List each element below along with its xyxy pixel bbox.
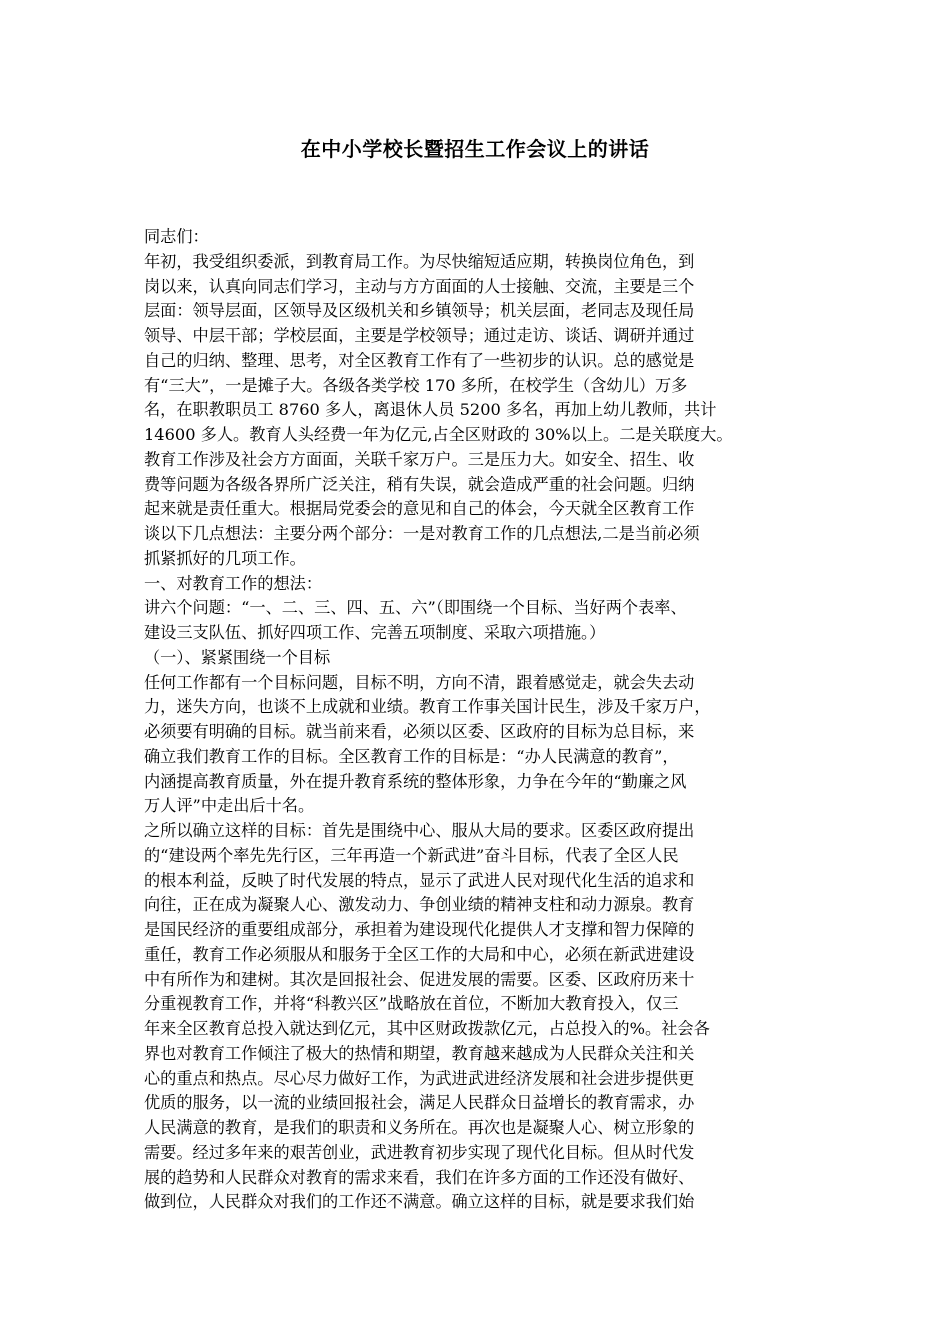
- body-line: 同志们：: [144, 227, 209, 246]
- body-line: 的“建设两个率先先行区，三年再造一个新武进”奋斗目标，代表了全区人民: [144, 845, 679, 865]
- body-line: 之所以确立这样的目标：首先是围绕中心、服从大局的要求。区委区政府提出: [144, 821, 695, 840]
- body-line: 向往，正在成为凝聚人心、激发动力、争创业绩的精神支柱和动力源泉。教育: [144, 895, 695, 915]
- body-line: 有“三大”，一是摊子大。各级各类学校 170 多所，在校学生（含幼儿）万多: [144, 375, 688, 395]
- body-line: 年初，我受组织委派，到教育局工作。为尽快缩短适应期，转换岗位角色，到: [144, 251, 695, 271]
- body-line: 万人评”中走出后十名。: [144, 796, 315, 816]
- body-line: 做到位，人民群众对我们的工作还不满意。确立这样的目标，就是要求我们始: [144, 1192, 695, 1212]
- body-line: 确立我们教育工作的目标。全区教育工作的目标是：“办人民满意的教育”，: [144, 746, 679, 766]
- document-body: [144, 225, 824, 1215]
- body-line: 14600 多人。教育人头经费一年为亿元,占全区财政的 30%以上。二是关联度大。: [144, 425, 733, 444]
- body-line: 一、对教育工作的想法：: [144, 573, 323, 593]
- body-line: （一）、紧紧围绕一个目标: [144, 647, 331, 667]
- body-line: 教育工作涉及社会方方面面，关联千家万户。三是压力大。如安全、招生、收: [144, 449, 695, 469]
- body-line: 讲六个问题：“一、二、三、四、五、六”（即围绕一个目标、当好两个表率、: [144, 598, 687, 618]
- body-line: 中有所作为和建树。其次是回报社会、促进发展的需要。区委、区政府历来十: [144, 969, 695, 989]
- body-line: 必须要有明确的目标。就当前来看，必须以区委、区政府的目标为总目标，来: [144, 722, 695, 741]
- body-line: 重任，教育工作必须服从和服务于全区工作的大局和中心，必须在新武进建设: [144, 944, 695, 964]
- body-line: 优质的服务，以一流的业绩回报社会，满足人民群众日益增长的教育需求，办: [144, 1093, 695, 1113]
- body-line: 心的重点和热点。尽心尽力做好工作，为武进武进经济发展和社会进步提供更: [144, 1068, 695, 1088]
- body-line: 名，在职教职员工 8760 多人，离退休人员 5200 多名，再加上幼儿教师，共计: [144, 400, 717, 420]
- body-line: 力，迷失方向，也谈不上成就和业绩。教育工作事关国计民生，涉及千家万户，: [144, 697, 711, 717]
- document-title: 在中小学校长暨招生工作会议上的讲话: [300, 137, 650, 161]
- body-line: 内涵提高教育质量，外在提升教育系统的整体形象，力争在今年的“勤廉之风: [144, 771, 687, 791]
- body-line: 年来全区教育总投入就达到亿元，其中区财政拨款亿元，占总投入的%。社会各: [144, 1019, 710, 1038]
- body-line: 抓紧抓好的几项工作。: [144, 548, 306, 568]
- body-line: 领导、中层干部；学校层面，主要是学校领导；通过走访、谈话、调研并通过: [144, 326, 695, 345]
- body-line: 人民满意的教育，是我们的职责和义务所在。再次也是凝聚人心、树立形象的: [144, 1118, 695, 1137]
- body-line: 层面：领导层面，区领导及区级机关和乡镇领导；机关层面，老同志及现任局: [144, 301, 695, 321]
- body-line: 起来就是责任重大。根据局党委会的意见和自己的体会，今天就全区教育工作: [144, 499, 695, 519]
- body-line: 分重视教育工作，并将“科教兴区”战略放在首位，不断加大教育投入，仅三: [144, 994, 679, 1014]
- body-line: 展的趋势和人民群众对教育的需求来看，我们在许多方面的工作还没有做好、: [144, 1167, 695, 1187]
- body-line: 的根本利益，反映了时代发展的特点，显示了武进人民对现代化生活的追求和: [144, 870, 695, 890]
- body-line: 岗以来，认真向同志们学习，主动与方方面面的人士接触、交流，主要是三个: [144, 276, 695, 296]
- body-line: 费等问题为各级各界所广泛关注，稍有失误，就会造成严重的社会问题。归纳: [144, 474, 695, 494]
- body-line: 需要。经过多年来的艰苦创业，武进教育初步实现了现代化目标。但从时代发: [144, 1142, 695, 1162]
- body-line: 是国民经济的重要组成部分，承担着为建设现代化提供人才支撑和智力保障的: [144, 920, 695, 939]
- body-line: 谈以下几点想法：主要分两个部分：一是对教育工作的几点想法,二是当前必须: [144, 524, 700, 543]
- body-line: 界也对教育工作倾注了极大的热情和期望，教育越来越成为人民群众关注和关: [144, 1043, 695, 1063]
- body-line: 建设三支队伍、抓好四项工作、完善五项制度、采取六项措施。）: [144, 623, 606, 642]
- body-line: 任何工作都有一个目标问题，目标不明，方向不清，跟着感觉走，就会失去动: [144, 672, 695, 692]
- body-line: 自己的归纳、整理、思考，对全区教育工作有了一些初步的认识。总的感觉是: [144, 350, 695, 370]
